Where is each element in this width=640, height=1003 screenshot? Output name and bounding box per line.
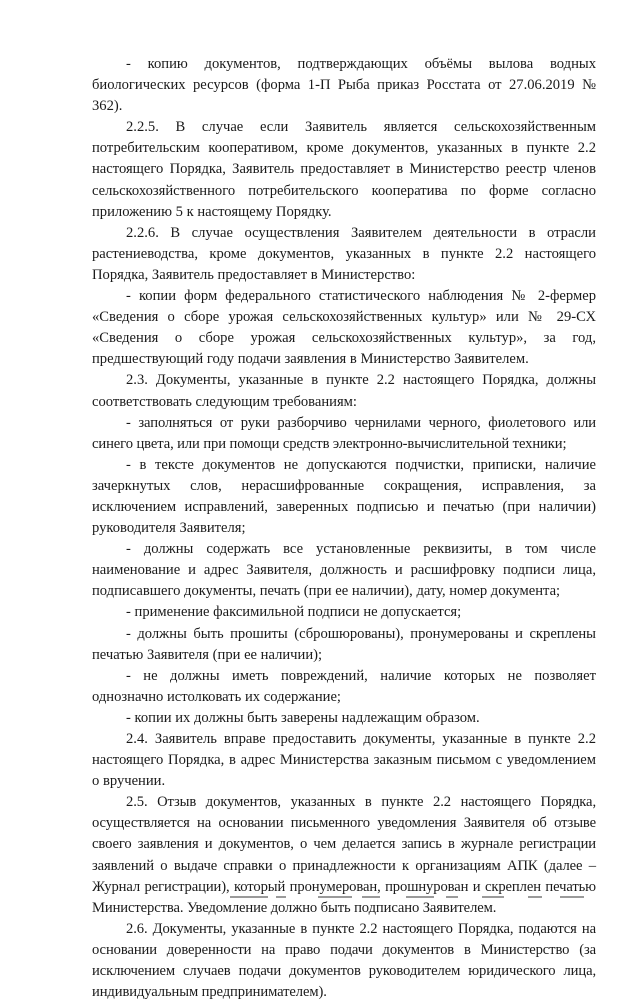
- paragraph-2-4: 2.4. Заявитель вправе предоставить документы, указанные в пункте 2.2 настоящего Порядка, в адрес Министерства заказным письмом с уведомлением о вручении.: [92, 731, 596, 790]
- cut-off-next-page-line: [210, 893, 590, 901]
- paragraph-2-2-5: 2.2.5. В случае если Заявитель является сельскохозяйственным потребительским кооперативом, кроме документов, указанных в пункте 2.2 настоящего Порядка, Заявитель предоставляет в Министерство реестр членов сельскохозяйственного потребительского кооператива по форме согласно приложению 5 к настоящему Порядку.: [92, 119, 596, 220]
- paragraph-catch-volume-copy: - копию документов, подтверждающих объёмы вылова водных биологических ресурсов (форма 1-П Рыба приказ Росстата от 27.06.2019 № 362).: [92, 56, 596, 115]
- document-body: [92, 54, 596, 1003]
- paragraph-statistical-forms: - копии форм федерального статистического наблюдения № 2-фермер «Сведения о сборе урожая сельскохозяйственных культур» или № 29-СХ «Сведения о сборе урожая сельскохозяйственных культур», за год, предшествующий году подачи заявления в Министерство Заявителем.: [92, 288, 596, 368]
- paragraph-2-6: 2.6. Документы, указанные в пункте 2.2 настоящего Порядка, подаются на основании доверенности на право подачи документов в Министерство (за исключением случаев подачи документов руководителем юридического лица, индивидуальным предпринимателем).: [92, 920, 596, 1001]
- paragraph-certified-copies: - копии их должны быть заверены надлежащим образом.: [126, 709, 480, 726]
- paragraph-required-details: - должны содержать все установленные реквизиты, в том числе наименование и адрес Заявителя, должность и расшифровку подписи лица, подписавшего документы, печать (при ее наличии), дату, номер документа;: [92, 541, 596, 600]
- paragraph-handwriting-requirement: - заполняться от руки разборчиво чернилами черного, фиолетового или синего цвета, или при помощи средств электронно-вычислительной техники;: [92, 414, 596, 452]
- paragraph-2-5: 2.5. Отзыв документов, указанных в пункте 2.2 настоящего Порядка, осуществляется на основании письменного уведомления Заявителя об отзыве своего заявления и документов, о чем делается запись в журнале регистрации заявлений о выдаче справки о принадлежности к организациям АПК (далее – Журнал регистрации), который пронумерован, прошнурован и скреплен печатью Министерства. Уведомление должно быть подписано Заявителем.: [92, 794, 596, 916]
- paragraph-bound-numbered: - должны быть прошиты (сброшюрованы), пронумерованы и скреплены печатью Заявителя (при ее наличии);: [92, 625, 596, 663]
- paragraph-no-facsimile: - применение факсимильной подписи не допускается;: [126, 604, 462, 621]
- paragraph-no-corrections: - в тексте документов не допускаются подчистки, приписки, наличие зачеркнутых слов, нерасшифрованные сокращения, исправления, за исключением исправлений, заверенных подписью и печатью (при наличии) руководителя Заявителя;: [92, 456, 596, 537]
- paragraph-2-2-6: 2.2.6. В случае осуществления Заявителем деятельности в отрасли растениеводства, кроме документов, указанных в пункте 2.2 настоящего Порядка, Заявитель предоставляет в Министерство:: [92, 224, 596, 283]
- paragraph-no-damage: - не должны иметь повреждений, наличие которых не позволяет однозначно истолковать их содержание;: [92, 667, 596, 705]
- paragraph-2-3: 2.3. Документы, указанные в пункте 2.2 настоящего Порядка, должны соответствовать следующим требованиям:: [92, 372, 596, 410]
